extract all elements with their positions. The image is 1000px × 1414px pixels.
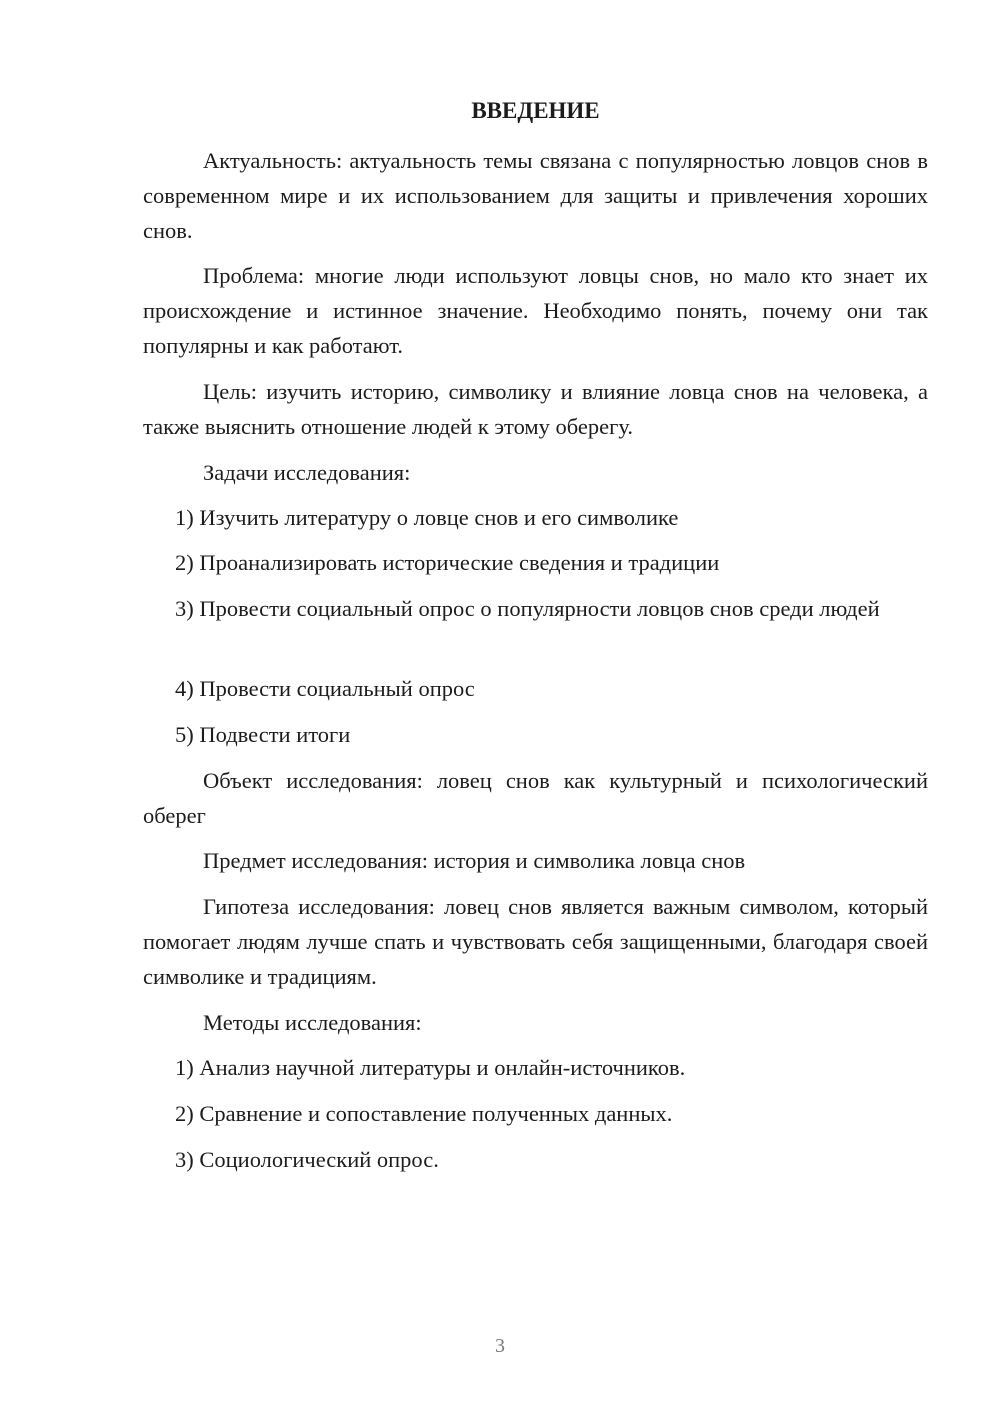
paragraph-goal: Цель: изучить историю, символику и влияние ловца снов на человека, а также выяснить отношение людей к этому оберегу. bbox=[143, 379, 928, 439]
paragraph-problem: Проблема: многие люди используют ловцы снов, но мало кто знает их происхождение и истинное значение. Необходимо понять, почему они так популярны и как работают. bbox=[143, 263, 928, 358]
task-item-2: 2) Проанализировать исторические сведения и традиции bbox=[175, 550, 720, 575]
section-heading: ВВЕДЕНИЕ bbox=[471, 98, 600, 123]
paragraph-subject: Предмет исследования: история и символика ловца снов bbox=[203, 848, 746, 873]
task-item-1: 1) Изучить литературу о ловце снов и его символике bbox=[175, 505, 679, 530]
paragraph-relevance: Актуальность: актуальность темы связана с популярностью ловцов снов в современном мире и их использованием для защиты и привлечения хороших снов. bbox=[143, 148, 928, 243]
page-number: 3 bbox=[495, 1335, 505, 1357]
method-item-2: 2) Сравнение и сопоставление полученных данных. bbox=[175, 1101, 673, 1126]
task-item-3: 3) Провести социальный опрос о популярности ловцов снов среди людей bbox=[175, 596, 880, 621]
paragraph-tasks-heading: Задачи исследования: bbox=[203, 460, 411, 485]
paragraph-object: Объект исследования: ловец снов как культурный и психологический оберег bbox=[143, 768, 928, 828]
task-item-4: 4) Провести социальный опрос bbox=[175, 676, 475, 701]
method-item-1: 1) Анализ научной литературы и онлайн-источников. bbox=[175, 1055, 686, 1080]
method-item-3: 3) Социологический опрос. bbox=[175, 1147, 439, 1172]
paragraph-methods-heading: Методы исследования: bbox=[203, 1010, 422, 1035]
paragraph-hypothesis: Гипотеза исследования: ловец снов является важным символом, который помогает людям лучше спать и чувствовать себя защищенными, благодаря своей символике и традициям. bbox=[143, 894, 928, 989]
task-item-5: 5) Подвести итоги bbox=[175, 722, 351, 747]
